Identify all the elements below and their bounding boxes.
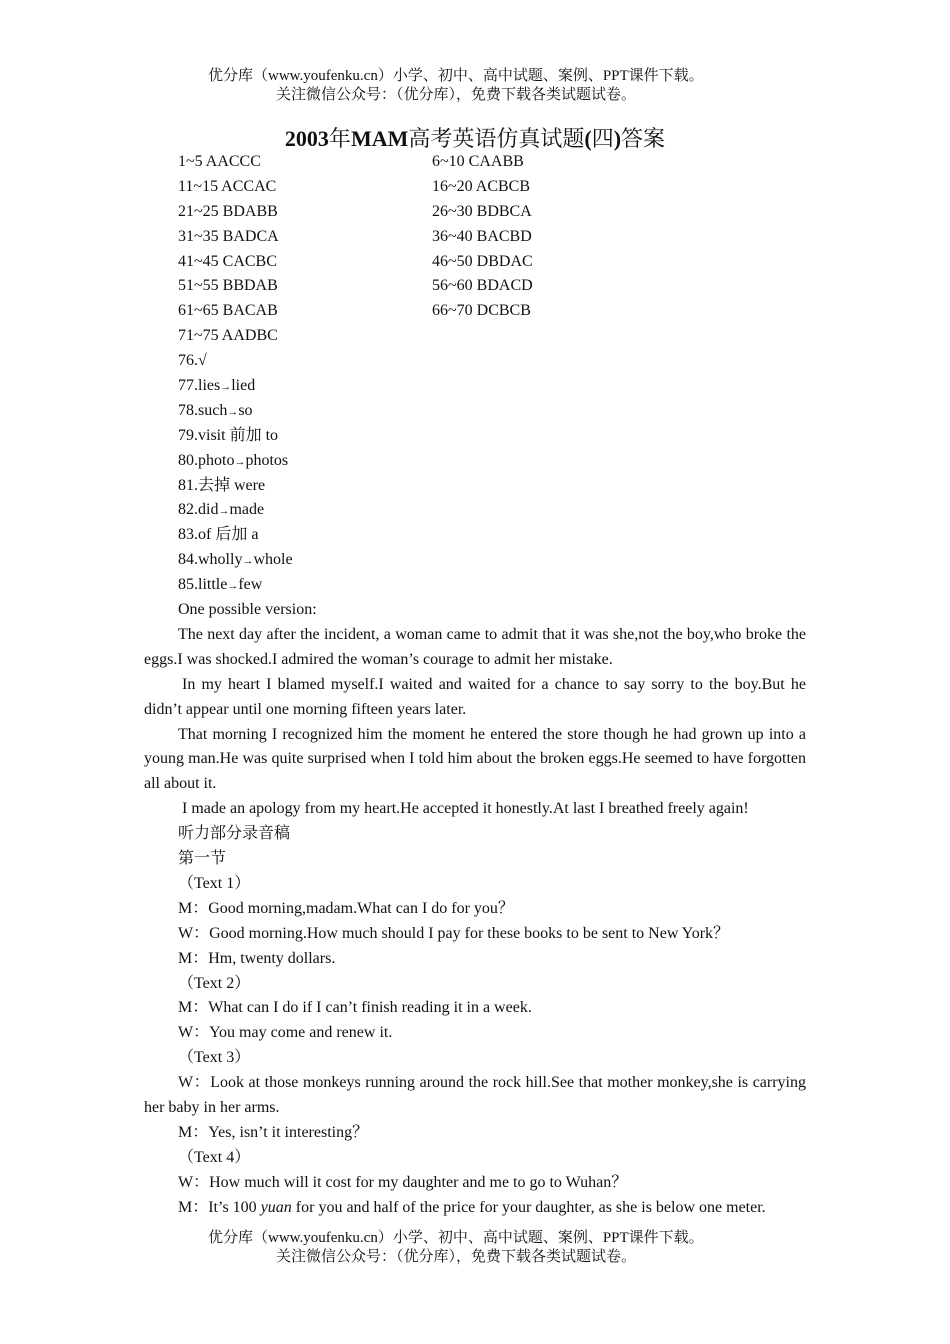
answer-row xyxy=(144,225,806,250)
correction-79: 79.visit 前加 to xyxy=(178,426,279,444)
header-line-2: 关注微信公众号：（优分库），免费下载各类试题试卷。 xyxy=(276,87,637,103)
arrow-icon: → xyxy=(227,405,239,418)
answer-right: 36~40 BACBD xyxy=(432,227,532,245)
dialogue-italic: yuan xyxy=(260,1198,292,1216)
answer-right: 16~20 ACBCB xyxy=(432,177,531,195)
correction-from: 85.little xyxy=(178,576,228,594)
arrow-icon: → xyxy=(220,381,232,394)
correction-76: 76.√ xyxy=(178,352,207,370)
correction-82 xyxy=(144,498,806,523)
section-heading: 第一节 xyxy=(178,850,227,868)
correction-to: lied xyxy=(231,377,256,395)
correction-to: so xyxy=(238,401,253,419)
answer-row xyxy=(144,175,806,200)
essay-paragraph: In my heart I blamed myself.I waited and waited for a chance to say sorry to the boy.But he didn’t appear until one morning fifteen years later. xyxy=(144,675,806,718)
dialogue-part: M：It’s 100 xyxy=(178,1198,261,1216)
answer-row xyxy=(144,324,806,349)
essay-paragraph: The next day after the incident, a woman came to admit that it was she,not the boy,who broke the eggs.I was shocked.I admired the woman’s courage to admit her mistake. xyxy=(144,625,806,668)
arrow-icon: → xyxy=(227,580,239,593)
answer-left: 71~75 AADBC xyxy=(178,327,278,345)
correction-84 xyxy=(144,548,806,573)
answer-right: 6~10 CAABB xyxy=(432,153,524,170)
header-line-1: 优分库（www.youfenku.cn）小学、初中、高中试题、案例、PPT课件下载。 xyxy=(208,68,704,84)
correction-from: 77.lies xyxy=(178,377,221,395)
answer-right: 26~30 BDBCA xyxy=(432,202,532,220)
title-year-char: 年 xyxy=(328,126,351,151)
correction-78 xyxy=(144,399,806,424)
answer-left: 1~5 AACCC xyxy=(178,153,261,170)
essay xyxy=(144,598,806,822)
answer-row xyxy=(144,250,806,275)
correction-85 xyxy=(144,573,806,598)
answer-left: 51~55 BBDAB xyxy=(178,277,278,295)
dialogue-line: W：Good morning.How much should I pay for these books to be sent to New York？ xyxy=(178,924,730,942)
footer-line-2: 关注微信公众号：（优分库），免费下载各类试题试卷。 xyxy=(276,1249,637,1265)
answer-right: 56~60 BDACD xyxy=(432,277,533,295)
text-label: （Text 4） xyxy=(178,1148,251,1166)
dialogue-line: M：What can I do if I can’t finish reading it in a week. xyxy=(178,999,532,1017)
correction-to: made xyxy=(229,501,265,519)
correction-81: 81.去掉 were xyxy=(178,476,266,494)
dialogue-line xyxy=(144,1196,806,1221)
title-main: 高考英语仿真试题 xyxy=(408,126,585,151)
answer-row xyxy=(144,200,806,225)
answer-left: 21~25 BDABB xyxy=(178,202,278,220)
correction-from: 78.such xyxy=(178,401,228,419)
text-label: （Text 1） xyxy=(178,874,251,892)
arrow-icon: → xyxy=(218,505,230,518)
arrow-icon: → xyxy=(234,455,246,468)
essay-paragraph: I made an apology from my heart.He accepted it honestly.At last I breathed freely again! xyxy=(182,800,749,818)
title-brand: MAM xyxy=(350,126,409,151)
answer-right: 46~50 DBDAC xyxy=(432,252,533,270)
text-label: （Text 2） xyxy=(178,974,251,992)
dialogue-line: W：You may come and renew it. xyxy=(178,1024,393,1042)
document-body xyxy=(144,150,806,1220)
correction-from: 84.wholly xyxy=(178,551,243,569)
dialogue-line: M：Good morning,madam.What can I do for you？ xyxy=(178,899,514,917)
correction-77 xyxy=(144,374,806,399)
answer-left: 11~15 ACCAC xyxy=(178,177,277,195)
correction-to: few xyxy=(238,576,263,594)
listening-transcript xyxy=(144,822,806,1220)
answer-row xyxy=(144,274,806,299)
correction-83: 83.of 后加 a xyxy=(178,526,259,544)
essay-paragraph: That morning I recognized him the moment he entered the store though he had grown up into a young man.He was quite surprised when I told him about the broken eggs.He seemed to have forgotten all about it. xyxy=(144,725,806,793)
dialogue-line: M：Yes, isn’t it interesting？ xyxy=(178,1123,369,1141)
correction-from: 80.photo xyxy=(178,451,235,469)
dialogue-line: W：How much will it cost for my daughter and me to go to Wuhan？ xyxy=(178,1173,628,1191)
title-number: 四 xyxy=(591,126,614,151)
arrow-icon: → xyxy=(242,555,254,568)
corrections xyxy=(144,349,806,598)
correction-80 xyxy=(144,449,806,474)
dialogue-part: for you and half of the price for your daughter, as she is below one meter. xyxy=(291,1198,766,1216)
correction-to: photos xyxy=(245,451,289,469)
correction-from: 82.did xyxy=(178,501,219,519)
title-year: 2003 xyxy=(284,126,329,151)
page-title xyxy=(0,122,950,153)
answer-grid xyxy=(144,150,806,349)
answer-left: 61~65 BACAB xyxy=(178,302,278,320)
title-tail: 答案 xyxy=(621,126,666,151)
listening-heading: 听力部分录音稿 xyxy=(178,825,291,843)
answer-row xyxy=(144,150,806,175)
text-label: （Text 3） xyxy=(178,1049,251,1067)
title-paren-open: ( xyxy=(584,126,592,151)
dialogue-line: W：Look at those monkeys running around the rock hill.See that mother monkey,she is carrying her baby in her arms. xyxy=(144,1074,806,1116)
answer-row xyxy=(144,299,806,324)
essay-label: One possible version: xyxy=(178,601,317,619)
answer-left: 41~45 CACBC xyxy=(178,252,277,270)
correction-to: whole xyxy=(253,551,293,569)
dialogue-line: M：Hm, twenty dollars. xyxy=(178,949,336,967)
footer-line-1: 优分库（www.youfenku.cn）小学、初中、高中试题、案例、PPT课件下载。 xyxy=(208,1230,704,1246)
title-paren-close: ) xyxy=(613,126,622,151)
answer-left: 31~35 BADCA xyxy=(178,227,279,245)
answer-right: 66~70 DCBCB xyxy=(432,302,531,320)
